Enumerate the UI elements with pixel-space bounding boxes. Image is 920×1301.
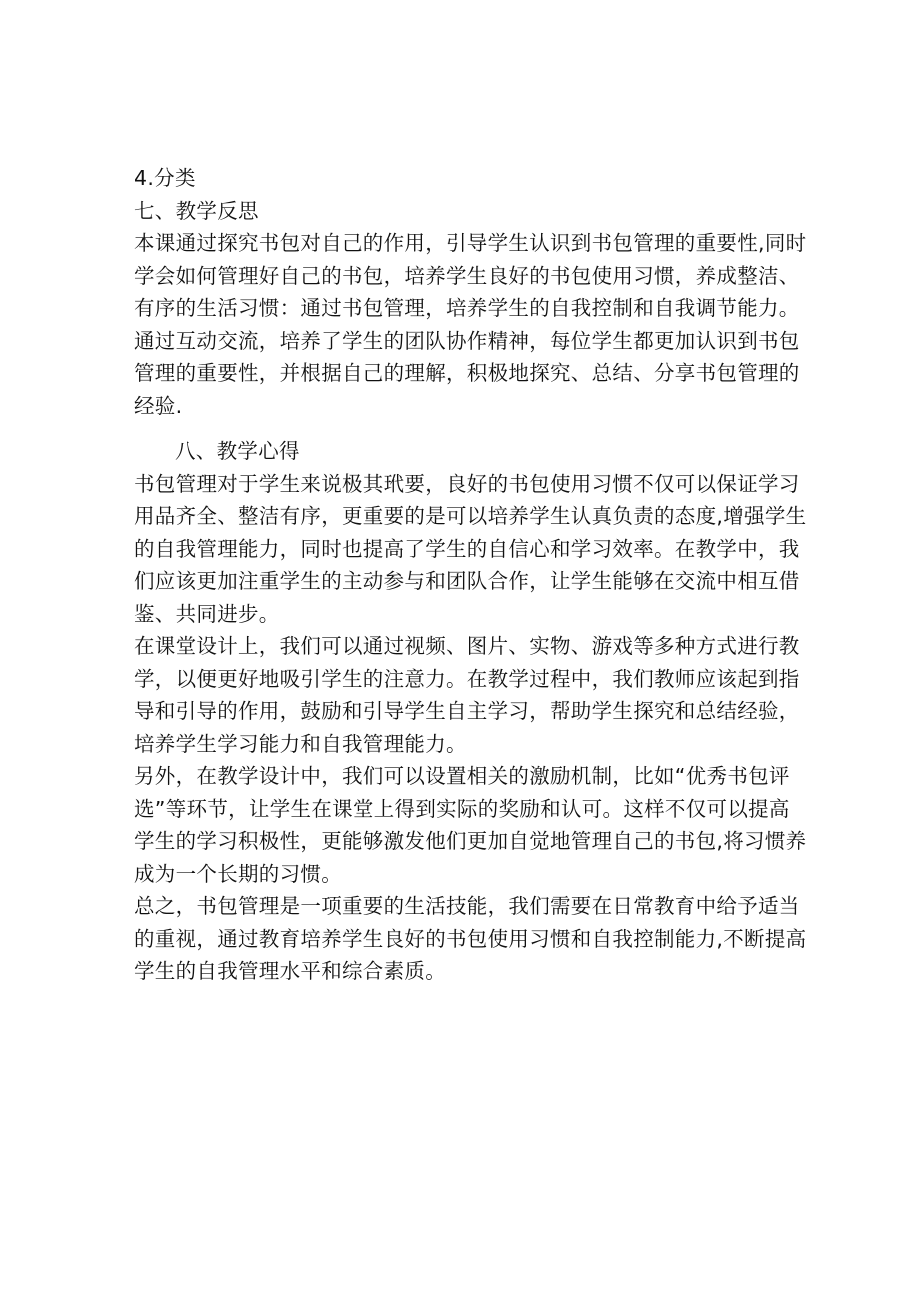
text-line: 成为一个长期的习惯。 [134,861,342,886]
section-heading-teaching-insights: 八、教学心得 [175,439,300,463]
text-line: 学生的学习积极性，更能够激发他们更加自觉地管理自己的书包,将习惯养 [134,829,807,853]
paragraph-insights-4 [134,890,807,988]
list-item-classification: 4.分类 [134,166,196,190]
text-line: 另外，在教学设计中，我们可以设置相关的激励机制，比如“优秀书包评 [134,764,790,788]
text-line: 学，以便更好地吸引学生的注意力。在教学过程中，我们教师应该起到指 [134,666,800,691]
section-heading-teaching-reflection: 七、教学反思 [134,198,259,223]
text-line: 用品齐全、整洁有序，更重要的是可以培养学生认真负责的态度,增强学生 [134,504,807,528]
text-line: 学生的自我管理水平和综合素质。 [134,959,446,983]
text-line: 导和引导的作用，鼓励和引导学生自主学习，帮助学生探究和总结经验， [134,699,800,723]
text-line: 通过互动交流，培养了学生的团队协作精神，每位学生都更加认识到书包 [134,328,800,353]
text-line: 的自我管理能力，同时也提高了学生的自信心和学习效率。在教学中，我 [134,536,800,561]
text-line: 选”等环节，让学生在课堂上得到实际的奖励和认可。这样不仅可以提高 [134,796,790,821]
paragraph-insights-3 [134,760,807,890]
paragraph-insights-1 [134,468,807,631]
text-line: 培养学生学习能力和自我管理能力。 [134,731,467,756]
section-spacer [134,422,786,435]
paragraph-teaching-reflection [134,227,807,422]
text-line: 在课堂设计上，我们可以通过视频、图片、实物、游戏等多种方式进行教 [134,634,800,658]
document-body [134,162,807,988]
text-line: 有序的生活习惯：通过书包管理，培养学生的自我控制和自我调节能力。 [134,296,800,320]
text-line: 总之，书包管理是一项重要的生活技能，我们需要在日常教育中给予适当 [134,894,800,918]
text-line: 书包管理对于学生来说极其玳要，良好的书包使用习惯不仅可以保证学习 [134,471,800,496]
text-line: 们应该更加注重学生的主动参与和团队合作，让学生能够在交流中相互借 [134,569,800,593]
text-line: 的重视，通过教育培养学生良好的书包使用习惯和自我控制能力,不断提高 [134,926,807,951]
text-line: 学会如何管理好自己的书包，培养学生良好的书包使用习惯，养成整洁、 [134,263,800,288]
paragraph-insights-2 [134,630,800,760]
text-line: 管理的重要性，并根据自己的理解，积极地探究、总结、分享书包管理的 [134,361,800,385]
text-line: 经验. [134,393,183,418]
text-line: 鉴、共同进步。 [134,601,280,626]
text-line: 本课通过探究书包对自己的作用，引导学生认识到书包管理的重要性,同时 [134,231,807,255]
